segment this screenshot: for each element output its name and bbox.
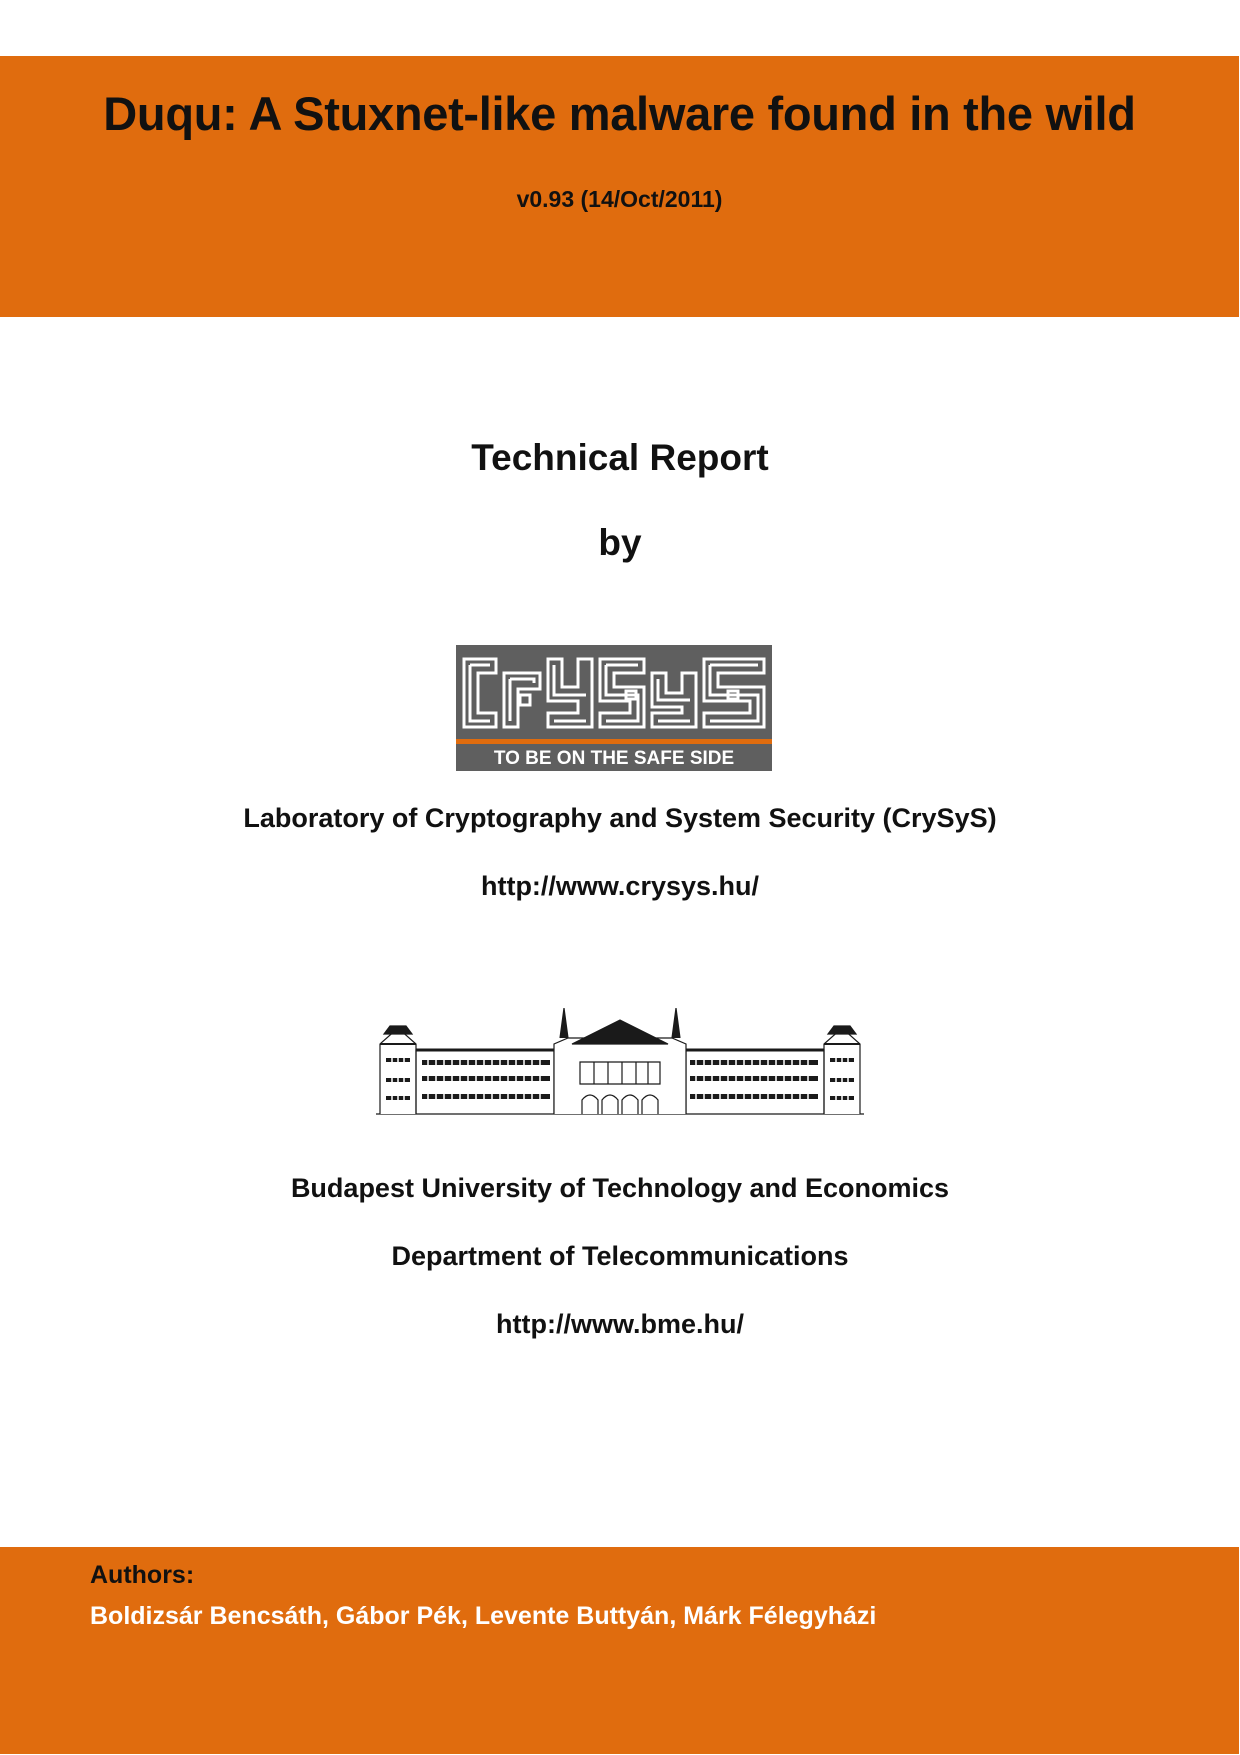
report-type-heading: Technical Report (471, 437, 769, 478)
report-by-heading: by (598, 522, 642, 563)
document-version: v0.93 (14/Oct/2011) (516, 186, 723, 212)
authors-label: Authors: (90, 1561, 195, 1589)
logo-orange-stripe (456, 739, 772, 744)
authors-list: Boldizsár Bencsáth, Gábor Pék, Levente Buttyán, Márk Félegyházi (90, 1602, 877, 1630)
university-building-illustration (376, 1008, 864, 1116)
lab-name: Laboratory of Cryptography and System Security (CrySyS) (243, 803, 997, 833)
document-title: Duqu: A Stuxnet-like malware found in the wild (103, 87, 1136, 140)
department-name: Department of Telecommunications (391, 1241, 849, 1271)
university-name: Budapest University of Technology and Economics (290, 1173, 950, 1203)
lab-url[interactable]: http://www.crysys.hu/ (480, 871, 760, 901)
crysys-logo (456, 645, 772, 771)
university-url[interactable]: http://www.bme.hu/ (496, 1309, 744, 1339)
logo-tagline: TO BE ON THE SAFE SIDE (493, 748, 735, 769)
